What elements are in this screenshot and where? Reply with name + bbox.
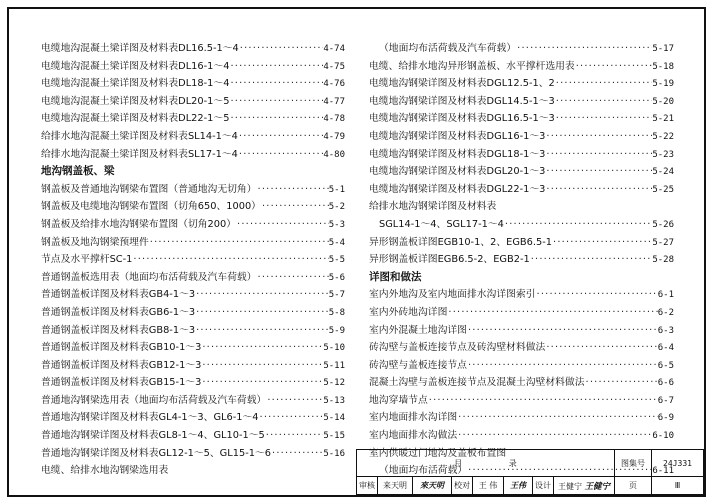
toc-entry-page: 5-2 xyxy=(328,202,345,213)
toc-entry-page: 6-3 xyxy=(657,325,674,336)
page-number: Ⅲ xyxy=(652,477,704,495)
dot-leader xyxy=(195,304,329,322)
dot-leader xyxy=(266,392,323,410)
toc-entry xyxy=(41,304,345,322)
toc-entry-page: 6-10 xyxy=(652,431,674,442)
toc-entry xyxy=(369,392,674,410)
dot-leader xyxy=(238,128,323,146)
toc-entry-page: 5-11 xyxy=(323,360,345,371)
toc-entry-title: 电缆地沟钢梁详图及材料表DGL16-1～3 xyxy=(369,130,546,142)
dot-leader xyxy=(149,234,329,252)
toc-entry-title: 钢盖板及地沟钢梁预埋件 xyxy=(41,236,149,248)
toc-entry-title: 普通钢盖板详图及材料表GB15-1～3 xyxy=(41,377,202,389)
toc-entry-title: 电缆地沟钢梁详图及材料表DGL12.5-1、2 xyxy=(369,78,555,90)
toc-entry-title: 电缆地沟混凝土梁详图及材料表DL22-1～5 xyxy=(41,113,230,125)
toc-entry-page: 5-4 xyxy=(328,237,345,248)
toc-entry-page: 4-74 xyxy=(323,44,345,54)
dot-leader xyxy=(195,286,329,304)
toc-entry-title: 电缆地沟钢梁详图及材料表DGL14.5-1～3 xyxy=(369,95,555,107)
toc-entry-title: 普通钢盖板详图及材料表GB8-1～3 xyxy=(41,324,196,336)
toc-entry-page: 4-78 xyxy=(323,114,345,125)
dot-leader xyxy=(195,322,329,340)
dot-leader xyxy=(229,93,323,111)
toc-entry-title: 电缆地沟混凝土梁详图及材料表DL18-1～4 xyxy=(41,78,230,90)
toc-entry-page: 5-6 xyxy=(328,272,345,283)
dot-leader xyxy=(545,128,652,146)
dot-leader xyxy=(271,445,323,463)
toc-entry xyxy=(41,234,345,252)
toc-entry xyxy=(369,234,674,252)
toc-entry-page: 5-19 xyxy=(652,79,674,90)
review-label: 审核 xyxy=(357,477,378,495)
dot-leader xyxy=(575,58,653,76)
toc-entry-page: 6-11 xyxy=(652,466,674,477)
design-label: 设计 xyxy=(533,477,554,495)
dot-leader xyxy=(239,40,324,58)
dot-leader xyxy=(265,427,324,445)
dot-leader xyxy=(530,251,653,269)
toc-entry-title: 室内地面排水沟详图 xyxy=(369,412,458,424)
toc-entry-page: 4-76 xyxy=(323,79,345,90)
toc-entry-title: 详图和做法 xyxy=(369,270,422,283)
dot-leader xyxy=(229,58,323,76)
toc-entry xyxy=(369,58,674,76)
toc-entry-page: 5-27 xyxy=(652,237,674,248)
dot-leader xyxy=(428,392,658,410)
toc-entry xyxy=(41,93,345,111)
toc-entry-page: 5-13 xyxy=(323,395,345,406)
dot-leader xyxy=(555,75,653,93)
designer-signature: 王健宁 xyxy=(584,481,611,492)
toc-entry xyxy=(369,322,674,340)
toc-entry-title: 节点及水平撑杆SC-1 xyxy=(41,254,133,266)
toc-entry-page: 4-80 xyxy=(323,149,345,160)
toc-entry-page: 6-7 xyxy=(657,395,674,406)
toc-entry-page: 5-23 xyxy=(652,149,674,160)
dot-leader xyxy=(132,251,328,269)
dot-leader xyxy=(516,40,652,58)
toc-entry xyxy=(41,462,345,480)
toc-entry-page: 6-6 xyxy=(657,378,674,389)
toc-section-heading xyxy=(41,163,345,181)
toc-entry xyxy=(369,163,674,181)
toc-entry xyxy=(41,374,345,392)
dot-leader xyxy=(229,110,323,128)
toc-entry xyxy=(41,198,345,216)
dot-leader xyxy=(545,146,652,164)
toc-entry xyxy=(41,322,345,340)
toc-entry xyxy=(369,374,674,392)
toc-entry-title: 普通地沟钢梁详图及材料表GL4-1～3、GL6-1～4 xyxy=(41,412,259,424)
toc-entry xyxy=(369,427,674,445)
dot-leader xyxy=(201,339,323,357)
toc-entry-page: 5-3 xyxy=(328,219,345,230)
toc-entry-title: （地面均布活荷载） xyxy=(379,465,468,477)
toc-entry-page: 4-79 xyxy=(323,131,345,142)
toc-entry xyxy=(369,216,674,234)
toc-entry-page: 5-28 xyxy=(652,255,674,266)
toc-entry xyxy=(369,286,674,304)
checker-name: 王 伟 xyxy=(473,477,504,495)
toc-entry-page: 5-24 xyxy=(652,167,674,178)
dot-leader xyxy=(447,304,657,322)
toc-entry xyxy=(41,181,345,199)
toc-entry-page: 6-5 xyxy=(657,360,674,371)
toc-entry xyxy=(369,146,674,164)
toc-entry-title: 电缆、给排水地沟钢梁选用表 xyxy=(41,465,169,477)
dot-leader xyxy=(201,357,323,375)
atlas-number: 24J331 xyxy=(652,450,704,477)
dot-leader xyxy=(545,181,652,199)
dot-leader xyxy=(504,216,652,234)
toc-entry xyxy=(41,357,345,375)
toc-entry-page: 5-18 xyxy=(652,61,674,72)
toc-entry-page: 5-20 xyxy=(652,96,674,107)
toc-entry-title: 电缆地沟钢梁详图及材料表DGL16.5-1～3 xyxy=(369,113,555,125)
dot-leader xyxy=(261,198,329,216)
toc-entry-page: 6-1 xyxy=(657,290,674,301)
dot-leader xyxy=(467,357,658,375)
toc-entry xyxy=(41,269,345,287)
toc-entry-title: 砖沟壁与盖板连接节点 xyxy=(369,359,467,371)
toc-entry xyxy=(41,110,345,128)
toc-entry xyxy=(41,128,345,146)
toc-entry-title: 普通钢盖板详图及材料表GB10-1～3 xyxy=(41,342,202,354)
toc-entry-page: 5-17 xyxy=(652,44,674,54)
toc-entry-title: 砖沟壁与盖板连接节点及砖沟壁材料做法 xyxy=(369,342,546,354)
reviewer-signature: 來天明 xyxy=(413,477,452,495)
toc-entry-page: 5-8 xyxy=(328,307,345,318)
dot-leader xyxy=(545,339,657,357)
toc-entry-title: 钢盖板及给排水地沟钢梁布置图（切角200） xyxy=(41,218,237,230)
toc-entry xyxy=(369,409,674,427)
dot-leader xyxy=(555,110,653,128)
toc-entry xyxy=(41,409,345,427)
toc-entry-title: 地沟钢盖板、梁 xyxy=(41,165,115,178)
toc-entry-title: 室内外混凝土地沟详图 xyxy=(369,324,467,336)
toc-entry-page: 6-4 xyxy=(657,343,674,354)
toc-left-column xyxy=(41,40,345,480)
toc-entry-title: 地沟穿墙节点 xyxy=(369,394,428,406)
dot-leader xyxy=(257,269,329,287)
dot-leader xyxy=(236,216,329,234)
toc-entry xyxy=(369,339,674,357)
toc-entry-page: 5-14 xyxy=(323,413,345,424)
toc-entry-title: 室内外砖地沟详图 xyxy=(369,306,448,318)
toc-entry-title: 电缆、给排水地沟异形钢盖板、水平撑杆选用表 xyxy=(369,60,575,72)
toc-entry xyxy=(41,392,345,410)
toc-entry-title: 混凝土沟壁与盖板连接节点及混凝土沟壁材料做法 xyxy=(369,377,585,389)
toc-entry xyxy=(41,146,345,164)
toc-entry xyxy=(369,198,674,216)
toc-entry xyxy=(369,181,674,199)
toc-entry xyxy=(41,445,345,463)
toc-entry-title: 室内供暖过门地沟及盖板布置图 xyxy=(369,447,507,459)
toc-entry xyxy=(369,251,674,269)
designer-cell xyxy=(554,477,615,495)
toc-entry-page: 5-12 xyxy=(323,378,345,389)
toc-entry-title: 电缆地沟混凝土梁详图及材料表DL16-1～4 xyxy=(41,60,230,72)
toc-entry-page: 6-2 xyxy=(657,307,674,318)
toc-entry xyxy=(41,75,345,93)
reviewer-name: 来天明 xyxy=(378,477,413,495)
toc-entry-page: 5-15 xyxy=(323,431,345,442)
toc-entry-title: 电缆地沟钢梁详图及材料表DGL18-1～3 xyxy=(369,148,546,160)
toc-entry-title: 普通钢盖板选用表（地面均布活荷载及汽车荷载） xyxy=(41,271,257,283)
toc-entry xyxy=(41,251,345,269)
toc-entry xyxy=(41,216,345,234)
toc-entry-page: 5-26 xyxy=(652,219,674,230)
check-label: 校对 xyxy=(452,477,473,495)
dot-leader xyxy=(552,234,652,252)
toc-section-heading xyxy=(369,269,674,287)
toc-entry-title: 室内地面排水沟做法 xyxy=(369,430,458,442)
toc-entry-page: 5-5 xyxy=(328,255,345,266)
toc-entry-page: 4-77 xyxy=(323,96,345,107)
toc-entry xyxy=(41,339,345,357)
toc-entry-title: SGL14-1～4、SGL17-1～4 xyxy=(379,218,504,230)
dot-leader xyxy=(536,286,658,304)
dot-leader xyxy=(259,409,324,427)
toc-entry-page: 6-9 xyxy=(657,413,674,424)
toc-entry-title: （地面均布活荷载及汽车荷载） xyxy=(379,43,517,54)
toc-entry-title: 钢盖板及普通地沟钢梁布置图（普通地沟无切角） xyxy=(41,183,257,195)
dot-leader xyxy=(201,374,323,392)
designer-name: 王健宁 xyxy=(557,481,582,491)
toc-entry xyxy=(41,427,345,445)
toc-entry-title: 电缆地沟钢梁详图及材料表DGL20-1～3 xyxy=(369,166,546,178)
toc-entry xyxy=(369,75,674,93)
toc-entry xyxy=(41,40,345,58)
dot-leader xyxy=(457,409,658,427)
toc-entry-page: 5-16 xyxy=(323,448,345,459)
toc-entry-title: 普通钢盖板详图及材料表GB6-1～3 xyxy=(41,306,196,318)
dot-leader xyxy=(257,181,329,199)
toc-entry-page: 5-9 xyxy=(328,325,345,336)
toc-entry-page: 5-25 xyxy=(652,184,674,195)
toc-entry-title: 普通地沟钢梁详图及材料表GL12-1～5、GL15-1～6 xyxy=(41,447,271,459)
dot-leader xyxy=(545,163,652,181)
toc-entry xyxy=(369,357,674,375)
toc-entry-title: 异形钢盖板详图EGB6.5-2、EGB2-1 xyxy=(369,254,530,266)
atlas-number-label: 图集号 xyxy=(615,450,652,477)
page-label: 页 xyxy=(615,477,652,495)
toc-entry xyxy=(369,40,674,58)
toc-entry-title: 电缆地沟混凝土梁详图及材料表DL20-1～5 xyxy=(41,95,230,107)
dot-leader xyxy=(238,146,323,164)
toc-entry-title: 电缆地沟钢梁详图及材料表DGL22-1～3 xyxy=(369,183,546,195)
toc-entry xyxy=(369,93,674,111)
dot-leader xyxy=(467,322,658,340)
dot-leader xyxy=(457,427,652,445)
toc-entry-page: 5-7 xyxy=(328,290,345,301)
dot-leader xyxy=(555,93,653,111)
toc-entry-title: 钢盖板及电缆地沟钢梁布置图（切角650、1000） xyxy=(41,201,261,213)
toc-entry xyxy=(369,110,674,128)
toc-entry-title: 普通钢盖板详图及材料表GB12-1～3 xyxy=(41,359,202,371)
toc-entry-title: 室内外地沟及室内地面排水沟详图索引 xyxy=(369,289,536,301)
toc-entry-title: 普通钢盖板详图及材料表GB4-1～3 xyxy=(41,289,196,301)
page-title: 目 录 xyxy=(357,450,615,477)
toc-entry-title: 给排水地沟混凝土梁详图及材料表SL14-1～4 xyxy=(41,130,238,142)
toc-entry-title: 电缆地沟混凝土梁详图及材料表DL16.5-1～4 xyxy=(41,43,239,54)
toc-entry xyxy=(369,128,674,146)
toc-entry xyxy=(369,304,674,322)
toc-entry-title: 给排水地沟混凝土梁详图及材料表SL17-1～4 xyxy=(41,148,238,160)
toc-entry-title: 普通地沟钢梁详图及材料表GL8-1～4、GL10-1～5 xyxy=(41,430,265,442)
toc-entry-page: 5-21 xyxy=(652,114,674,125)
toc-entry-title: 给排水地沟钢梁详图及材料表 xyxy=(369,201,497,213)
title-block xyxy=(356,449,704,495)
toc-entry-page: 4-75 xyxy=(323,61,345,72)
toc-entry-title: 普通地沟钢梁选用表（地面均布活荷载及汽车荷载） xyxy=(41,394,267,406)
toc-right-column xyxy=(369,40,674,480)
toc-entry-page: 5-22 xyxy=(652,131,674,142)
toc-entry-title: 异形钢盖板详图EGB10-1、2、EGB6.5-1 xyxy=(369,236,552,248)
toc-entry-page: 5-1 xyxy=(328,184,345,195)
dot-leader xyxy=(229,75,323,93)
dot-leader xyxy=(585,374,658,392)
toc-entry-page: 5-10 xyxy=(323,343,345,354)
toc-entry xyxy=(41,286,345,304)
toc-entry xyxy=(41,58,345,76)
checker-signature: 王伟 xyxy=(504,477,533,495)
